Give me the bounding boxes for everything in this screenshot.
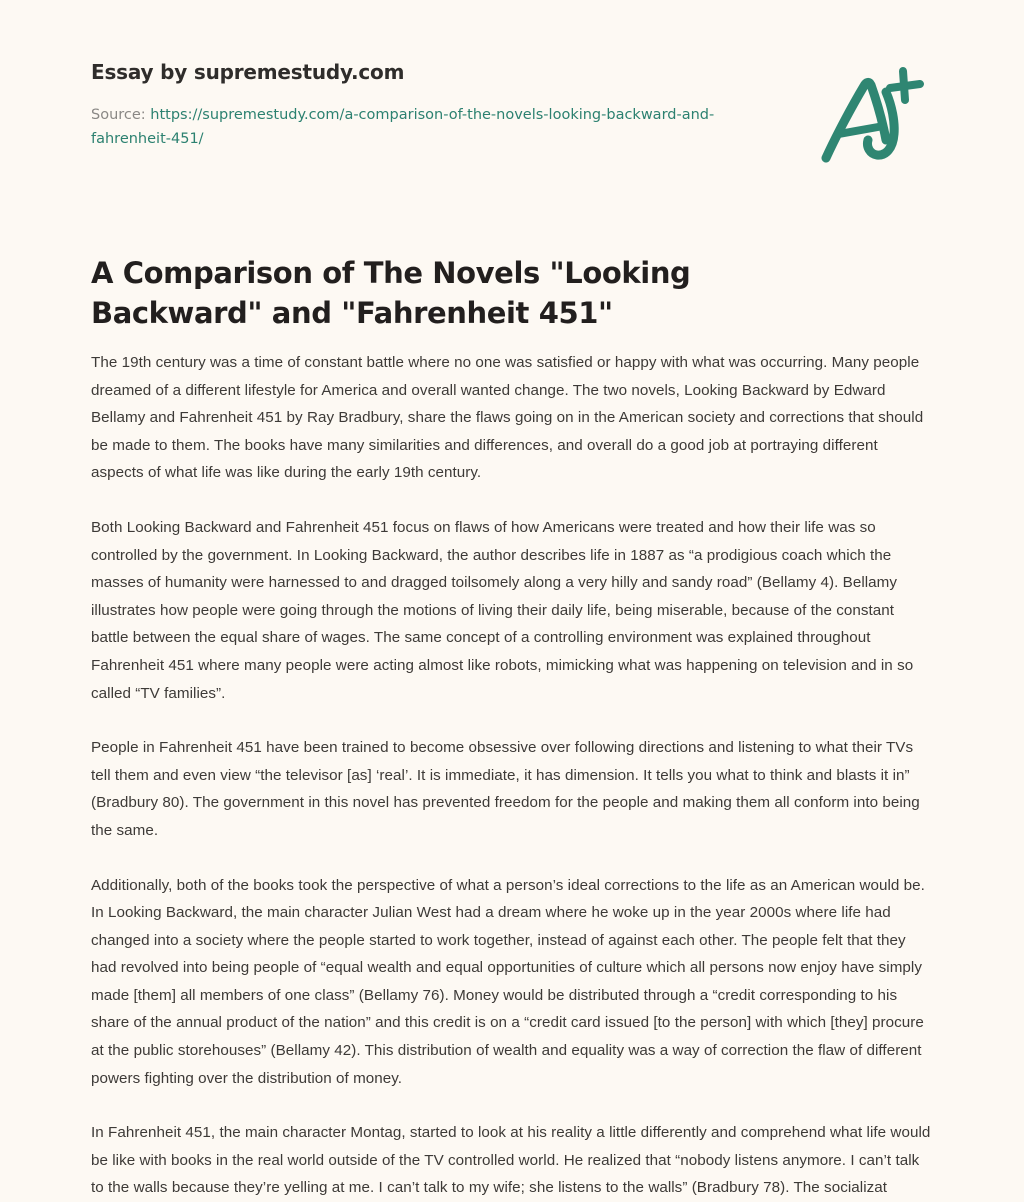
- source-label: Source:: [91, 107, 151, 123]
- source-url-link[interactable]: https://supremestudy.com/a-comparison-of-the-novels-looking-backward-and-fahrenheit-451/: [91, 107, 715, 147]
- a-plus-logo: [806, 62, 934, 174]
- header-text-column: [91, 60, 746, 152]
- source-line: [91, 84, 746, 152]
- body-paragraph: Additionally, both of the books took the perspective of what a person’s ideal corrections to the life as an American would be. In Looking Backward, the main character Julian West had a dream where he woke up in the year 2000s where life had changed into a society where the people started to work together, instead of against each other. The people felt that they had revolved into being people of “equal wealth and equal opportunities of culture which all persons now enjoy have simply made [them] all members of one class” (Bellamy 76). Money would be distributed through a “credit corresponding to his share of the annual product of the nation” and this credit is on a “credit card issued [to the person] with which [they] procure at the public storehouses” (Bellamy 42). This distribution of wealth and equality was a way of correction the flaw of different powers fighting over the distribution of money.: [91, 876, 925, 1087]
- page-title: A Comparison of The Novels "Looking Backward" and "Fahrenheit 451": [91, 256, 691, 331]
- body-paragraph: The 19th century was a time of constant battle where no one was satisfied or happy with what was occurring. Many people dreamed of a different lifestyle for America and overall wanted change. The two novels, Looking Backward by Edward Bellamy and Fahrenheit 451 by Ray Bradbury, share the flaws going on in the American society and corrections that should be made to them. The books have many similarities and differences, and overall do a good job at portraying different aspects of what life was like during the early 19th century.: [91, 354, 924, 482]
- essay-byline: Essay by supremestudy.com: [91, 60, 405, 84]
- body-paragraph: Both Looking Backward and Fahrenheit 451 focus on flaws of how Americans were treated and how their life was so controlled by the government. In Looking Backward, the author describes life in 1887 as “a prodigious coach which the masses of humanity were harnessed to and dragged toilsomely along a very hilly and sandy road” (Bellamy 4). Bellamy illustrates how people were going through the motions of living their daily life, being miserable, because of the constant battle between the equal share of wages. The same concept of a controlling environment was explained throughout Fahrenheit 451 where many people were acting almost like robots, mimicking what was happening on television and in so called “TV families”.: [91, 518, 914, 702]
- essay-body: [91, 349, 934, 1202]
- body-paragraph: In Fahrenheit 451, the main character Montag, started to look at his reality a little differently and comprehend what life would be like with books in the real world outside of the TV controlled world. He realized that “nobody listens anymore. I can’t talk to the walls because they’re yelling at me. I can’t talk to my wife; she listens to the walls” (Bradbury 78). The socializat: [91, 1124, 931, 1197]
- body-paragraph: People in Fahrenheit 451 have been trained to become obsessive over following directions and listening to what their TVs tell them and even view “the televisor [as] ‘real’. It is immediate, it has dimension. It tells you what to think and blasts it in” (Bradbury 80). The government in this novel has prevented freedom for the people and making them all conform into being the same.: [91, 739, 920, 839]
